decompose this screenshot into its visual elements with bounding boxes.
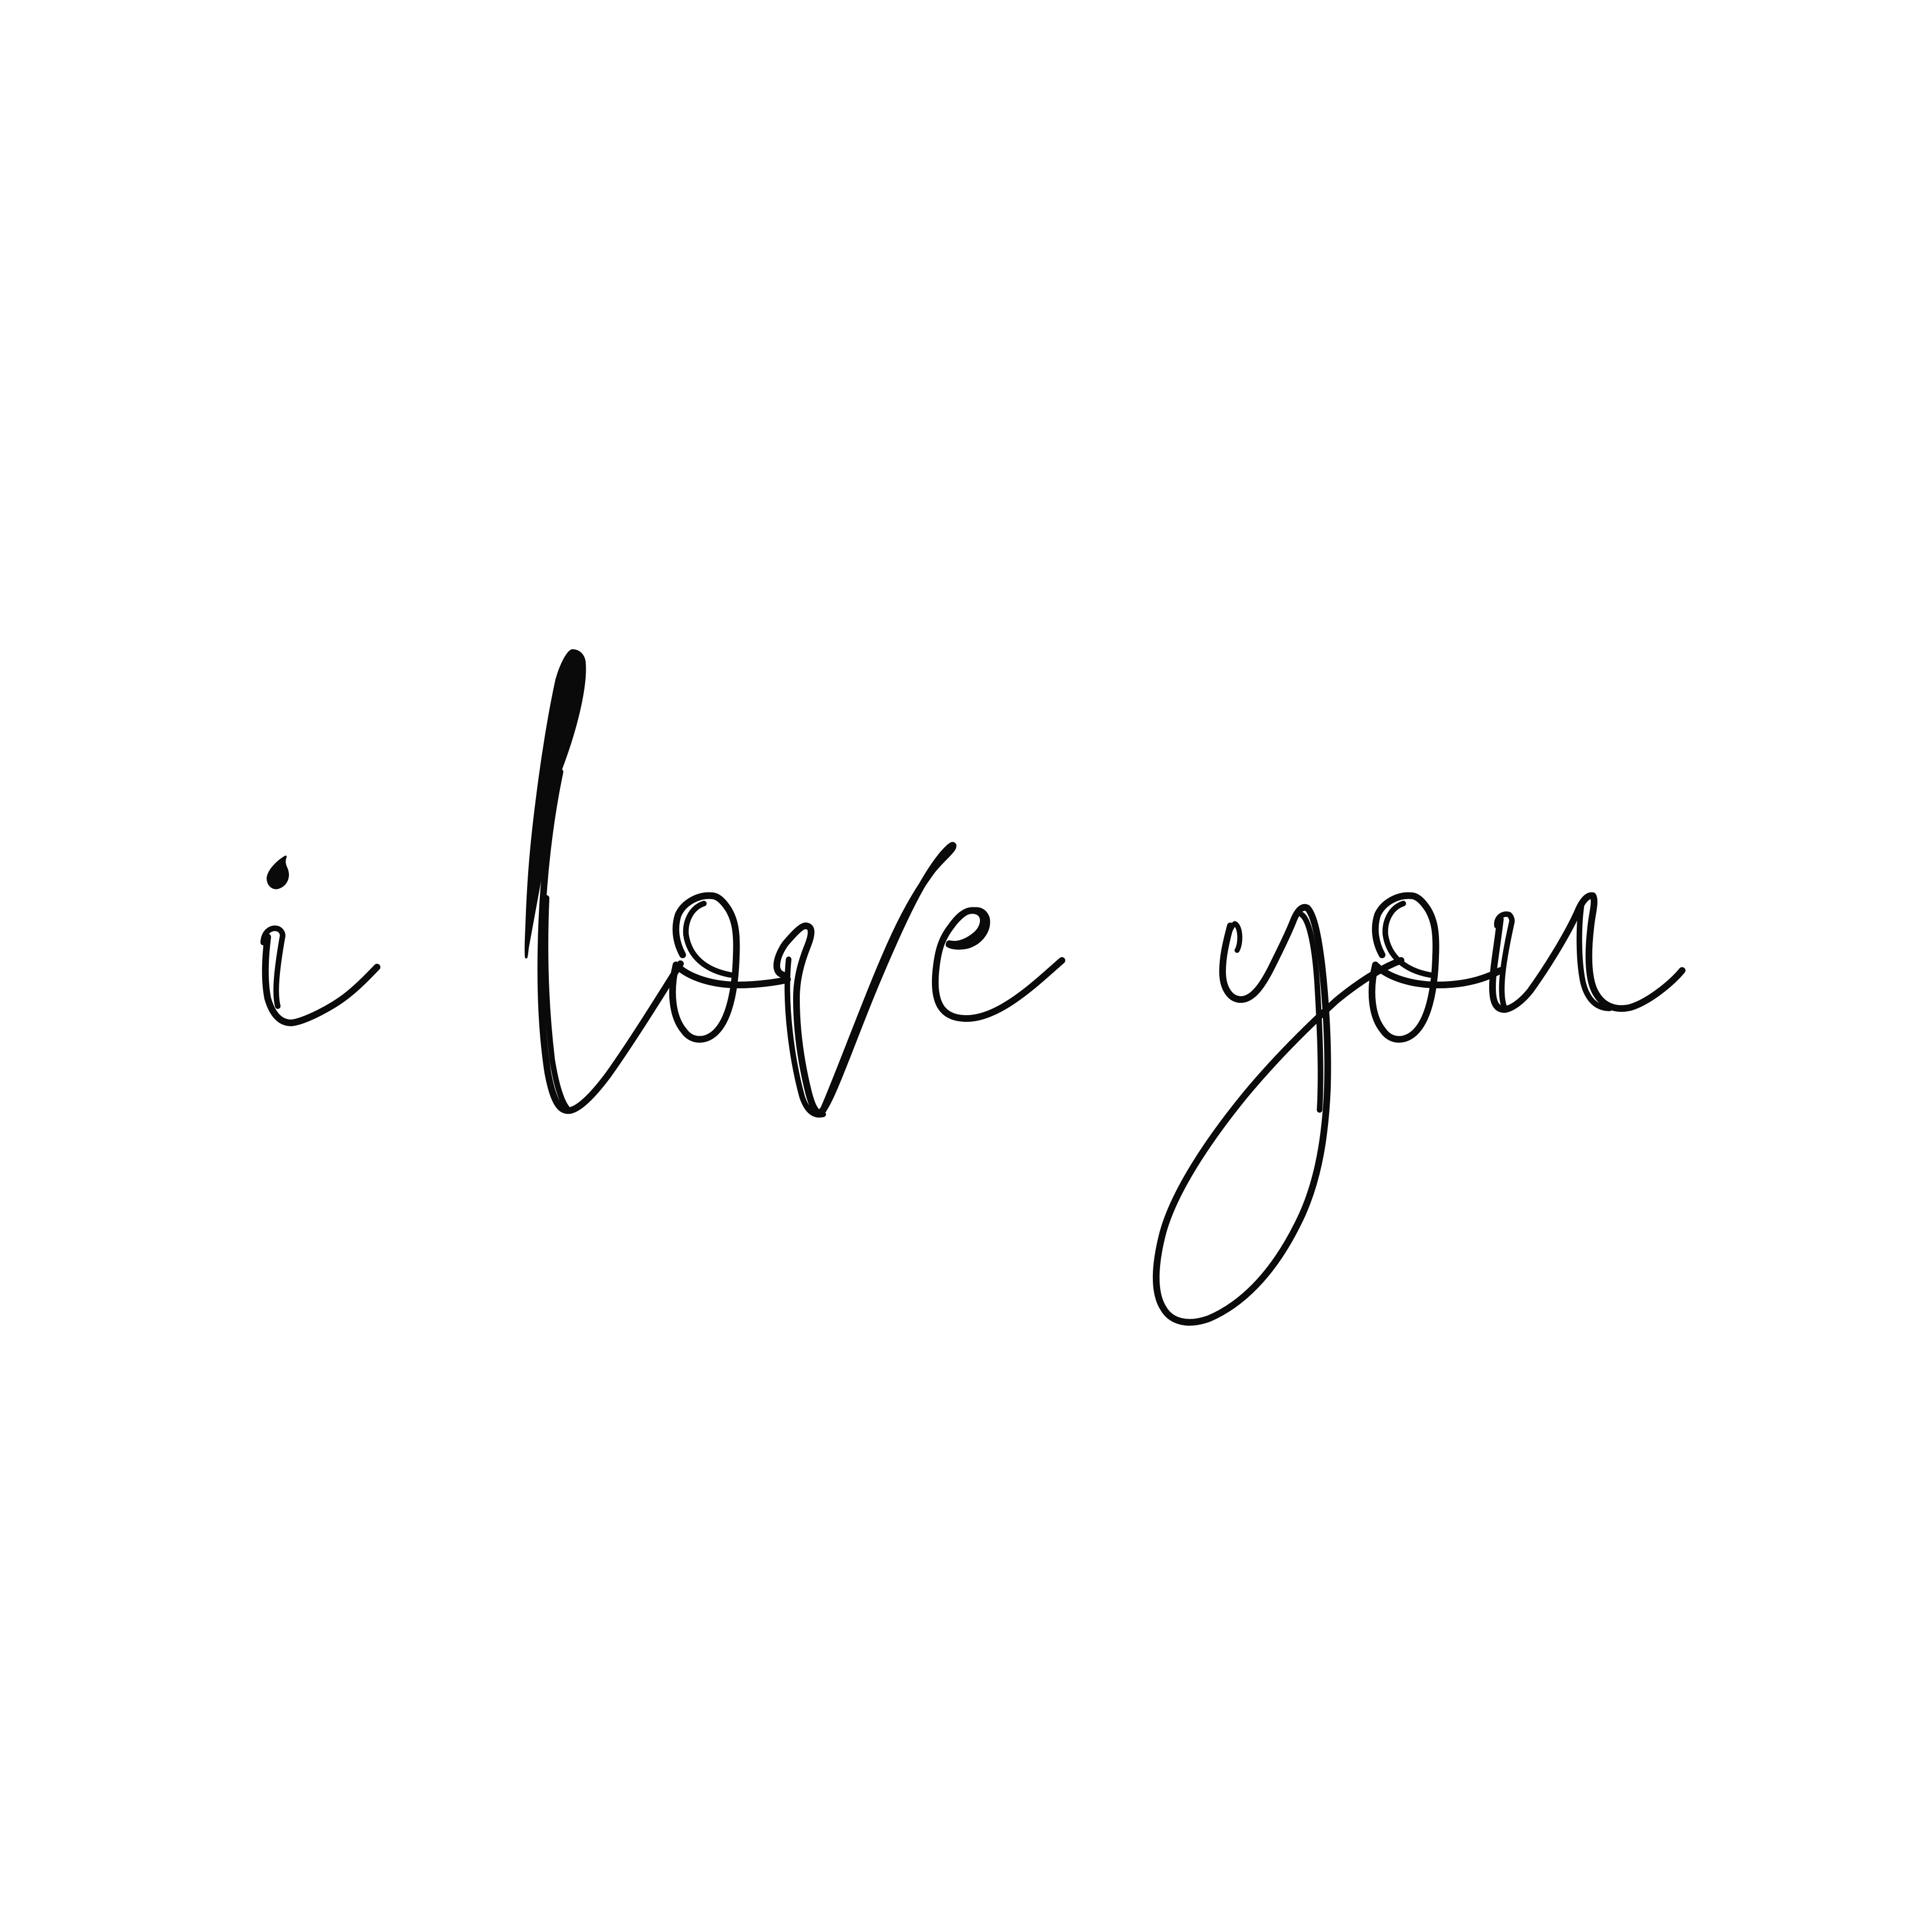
letter-o-love-inner bbox=[686, 904, 731, 975]
letter-y bbox=[1156, 907, 1401, 1322]
letter-v bbox=[777, 846, 953, 1113]
letter-i-dot bbox=[268, 857, 288, 888]
letter-l-stroke bbox=[541, 772, 680, 1110]
